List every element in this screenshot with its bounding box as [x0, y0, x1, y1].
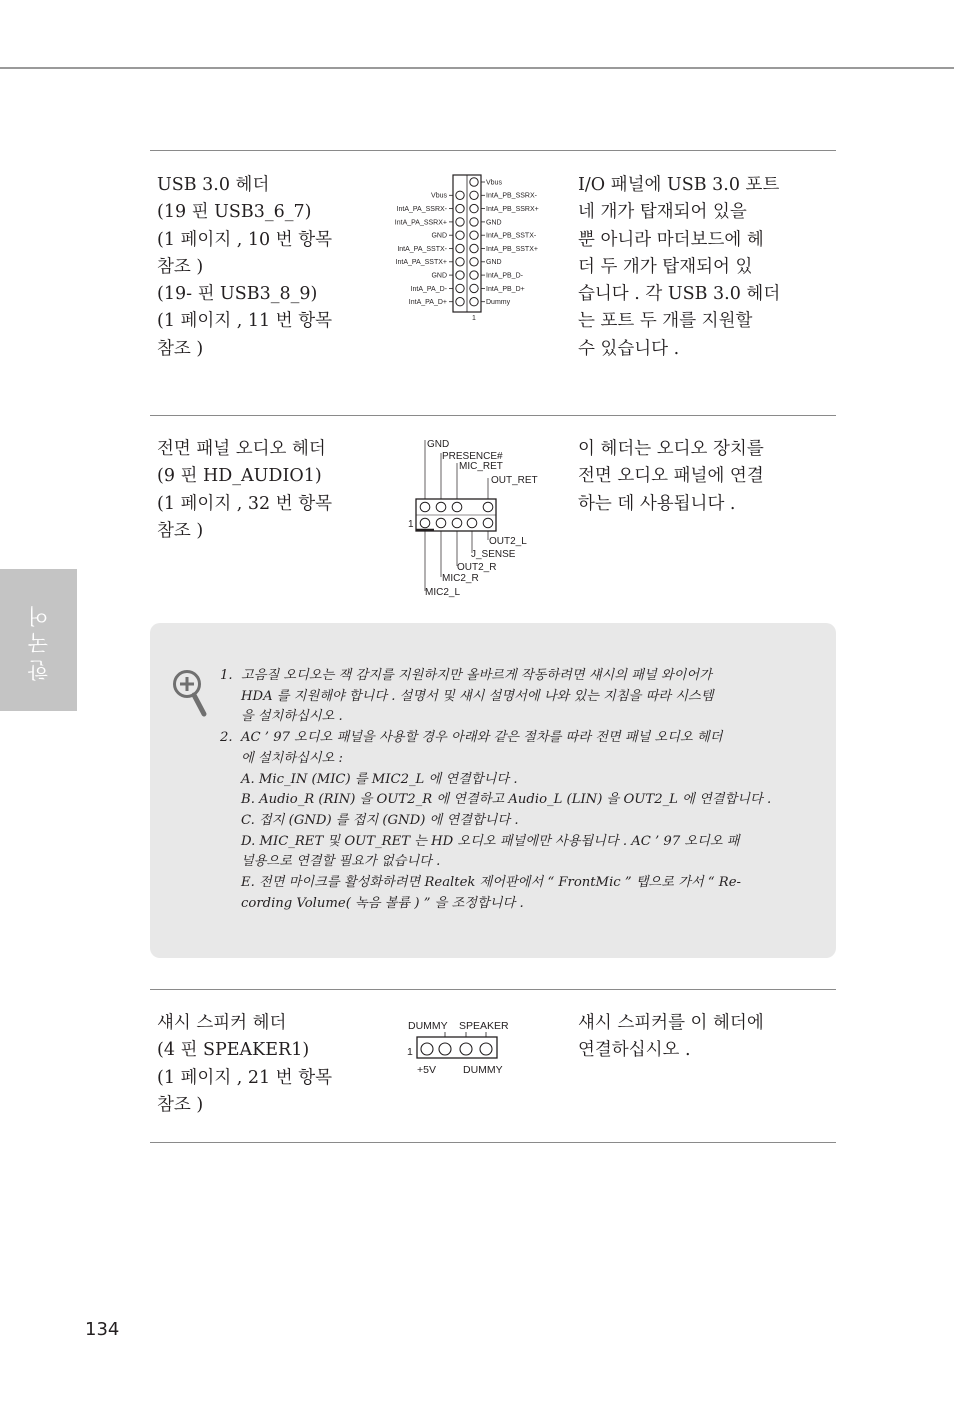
pin-label-dummy-top: DUMMY — [408, 1020, 448, 1032]
section-divider — [150, 1142, 836, 1143]
section-divider — [150, 989, 836, 990]
speaker-pinout-diagram — [404, 1016, 534, 1081]
text-line: 습니다 . 각 USB 3.0 헤더 — [578, 284, 781, 305]
pin-hole — [456, 271, 464, 279]
text-line: (1 페이지 , 21 번 항목 — [157, 1067, 333, 1088]
pin-label-out2-r: OUT2_R — [457, 562, 497, 573]
note-text: A. Mic_IN (MIC) 를 MIC2_L 에 연결합니다 . — [241, 771, 518, 787]
page-number: 134 — [85, 1319, 120, 1340]
pin-hole — [483, 518, 493, 528]
note-item-2 — [220, 728, 786, 749]
text-line: 는 포트 두 개를 지원할 — [578, 311, 753, 332]
pin-label-right: IntA_PB_SSRX+ — [486, 206, 539, 213]
text-line: 참조 ) — [157, 1094, 204, 1115]
note-text: 을 설치하십시오 . — [241, 709, 343, 725]
pin-hole — [470, 218, 478, 226]
pin-hole — [452, 518, 462, 528]
note-text: AC ’ 97 오디오 패널을 사용할 경우 아래와 같은 절차를 따라 전면 패널 오디오 헤더 — [241, 730, 723, 746]
usb30-pin1-label: 1 — [472, 315, 476, 322]
pin-label-right: IntA_PB_D+ — [486, 285, 525, 293]
language-tab-label: 한국어 — [26, 599, 51, 681]
note-text: D. MIC_RET 및 OUT_RET 는 HD 오디오 패널에만 사용됩니다 . AC ’ 97 오디오 패 — [241, 833, 740, 849]
note-list — [220, 666, 786, 914]
text-line: (1 페이지 , 10 번 항목 — [157, 229, 333, 250]
pin-hole — [436, 502, 446, 512]
pin-label-left: IntA_PA_SSTX+ — [395, 259, 447, 267]
section-divider — [150, 150, 836, 151]
pin-label-5v: +5V — [417, 1064, 436, 1076]
language-tab — [0, 569, 77, 711]
usb30-pinout-svg — [380, 173, 570, 323]
pin-hole — [470, 271, 478, 279]
text-line: 섀시 스피커를 이 헤더에 — [578, 1013, 764, 1033]
pin-label-left: GND — [431, 272, 447, 280]
text-line: 전면 오디오 패널에 연결 — [578, 466, 764, 487]
text-line: 참조 ) — [157, 338, 204, 359]
pin-label-out2-l: OUT2_L — [489, 536, 527, 547]
usb30-pinout-diagram — [380, 173, 570, 323]
text-line: 연결하십시오 . — [578, 1040, 691, 1061]
text-line: I/O 패널에 USB 3.0 포트 — [578, 175, 780, 195]
speaker-description — [578, 1010, 793, 1065]
audio-header-title — [157, 436, 377, 545]
text-line: (19- 핀 USB3_8_9) — [157, 284, 318, 305]
note-number: 1. — [220, 668, 233, 683]
pin-hole — [470, 231, 478, 239]
pin-label-left: IntA_PA_D+ — [408, 299, 447, 307]
audio-pinout-diagram — [400, 436, 560, 601]
pin-label-left: IntA_PA_SSRX+ — [394, 219, 447, 227]
pin-hole — [456, 284, 464, 292]
section-divider — [150, 415, 836, 416]
pin-label-left: IntA_PA_D- — [410, 285, 447, 293]
pin-label-speaker: SPEAKER — [459, 1020, 509, 1032]
pin-hole — [470, 298, 478, 306]
pin-label-dummy-bottom: DUMMY — [463, 1064, 503, 1076]
pin-hole — [470, 284, 478, 292]
text-line: 섀시 스피커 헤더 — [157, 1013, 287, 1033]
text-line: 수 있습니다 . — [578, 338, 680, 359]
speaker-pinout-svg — [404, 1016, 534, 1081]
speaker-header-title — [157, 1010, 377, 1119]
pin-label-right: IntA_PB_D- — [486, 272, 523, 280]
pin-label-right: IntA_PB_SSTX+ — [486, 245, 538, 253]
text-line: 하는 데 사용됩니다 . — [578, 493, 736, 514]
pin-label-right: IntA_PB_SSRX- — [486, 192, 537, 200]
pin-label-right: GND — [486, 259, 502, 267]
pin-hole — [460, 1043, 472, 1055]
pin-label-right: Vbus — [486, 179, 502, 187]
pin-hole — [470, 191, 478, 199]
pin-hole — [470, 258, 478, 266]
audio-description — [578, 436, 793, 518]
pin-label-gnd: GND — [427, 439, 450, 450]
note-item-1 — [220, 666, 786, 687]
pin-label-j-sense: J_SENSE — [471, 549, 516, 560]
pin-hole — [452, 502, 462, 512]
pin-label-mic2-r: MIC2_R — [442, 573, 479, 584]
note-text: HDA 를 지원해야 합니다 . 설명서 및 섀시 설명서에 나와 있는 지침을 따라 시스템 — [241, 688, 714, 704]
note-text: 널용으로 연결할 필요가 없습니다 . — [241, 854, 441, 870]
note-text: B. Audio_R (RIN) 을 OUT2_R 에 연결하고 Audio_L (LIN) 을 OUT2_L 에 연결합니다 . — [241, 792, 772, 808]
pin-hole — [421, 1043, 433, 1055]
note-text: C. 접지 (GND) 를 접지 (GND) 에 연결합니다 . — [241, 812, 519, 828]
note-text: cording Volume( 녹음 볼륨 ) ” 을 조정합니다 . — [241, 895, 524, 911]
pin-label-mic2-l: MIC2_L — [425, 587, 461, 598]
pin-label-right: GND — [486, 219, 502, 227]
usb30-header-title — [157, 172, 377, 363]
usb30-description — [578, 172, 793, 363]
audio-pinout-svg — [400, 436, 560, 601]
pin-label-mic-ret: MIC_RET — [459, 461, 503, 472]
pin-label-left: IntA_PA_SSRX- — [396, 206, 447, 213]
pin-hole — [456, 231, 464, 239]
text-line: (1 페이지 , 11 번 항목 — [157, 311, 333, 332]
note-number: 2. — [220, 730, 233, 746]
pin-hole — [470, 244, 478, 252]
pin-hole — [480, 1043, 492, 1055]
pin-hole — [470, 204, 478, 212]
pin-label-right: Dummy — [486, 299, 511, 307]
speaker-pin1-label: 1 — [407, 1046, 413, 1058]
pin-hole — [456, 204, 464, 212]
audio-pin1-label: 1 — [408, 519, 414, 530]
pin-hole — [456, 218, 464, 226]
text-line: USB 3.0 헤더 — [157, 175, 270, 195]
pin-hole — [467, 518, 477, 528]
note-box — [150, 623, 836, 958]
note-text: 고음질 오디오는 잭 감지를 지원하지만 올바르게 작동하려면 섀시의 패널 와이어가 — [241, 668, 712, 683]
text-line: 더 두 개가 탑재되어 있 — [578, 256, 753, 277]
text-line: (9 핀 HD_AUDIO1) — [157, 466, 322, 487]
pin-hole — [436, 518, 446, 528]
text-line: 이 헤더는 오디오 장치를 — [578, 439, 764, 459]
text-line: 참조 ) — [157, 256, 204, 277]
pin-label-left: Vbus — [431, 192, 447, 200]
pin-hole — [456, 244, 464, 252]
pin-hole — [456, 191, 464, 199]
text-line: 네 개가 탑재되어 있을 — [578, 202, 747, 223]
pin-label-left: GND — [431, 232, 447, 240]
text-line: 뿐 아니라 마더보드에 헤 — [578, 229, 764, 250]
pin-hole — [470, 178, 478, 186]
pin-label-right: IntA_PB_SSTX- — [486, 232, 537, 240]
pin-hole — [483, 502, 493, 512]
note-text: E. 전면 마이크를 활성화하려면 Realtek 제어판에서 “ FrontMic ” 탭으로 가서 “ Re- — [241, 875, 741, 891]
text-line: (4 핀 SPEAKER1) — [157, 1040, 310, 1061]
pin-hole — [456, 298, 464, 306]
text-line: (19 핀 USB3_6_7) — [157, 202, 312, 223]
top-rule — [0, 67, 954, 69]
text-line: (1 페이지 , 32 번 항목 — [157, 493, 333, 514]
pin-label-presence: PRESENCE# — [442, 451, 503, 462]
magnifier-plus-icon — [171, 669, 209, 719]
text-line: 전면 패널 오디오 헤더 — [157, 439, 326, 459]
pin-hole — [456, 258, 464, 266]
pin-hole — [420, 518, 430, 528]
pin-label-left: IntA_PA_SSTX- — [397, 245, 447, 253]
pin-hole — [439, 1043, 451, 1055]
pin-label-out-ret: OUT_RET — [491, 475, 538, 486]
note-text: 에 설치하십시오 : — [241, 750, 344, 766]
text-line: 참조 ) — [157, 520, 204, 541]
pin-hole — [420, 502, 430, 512]
